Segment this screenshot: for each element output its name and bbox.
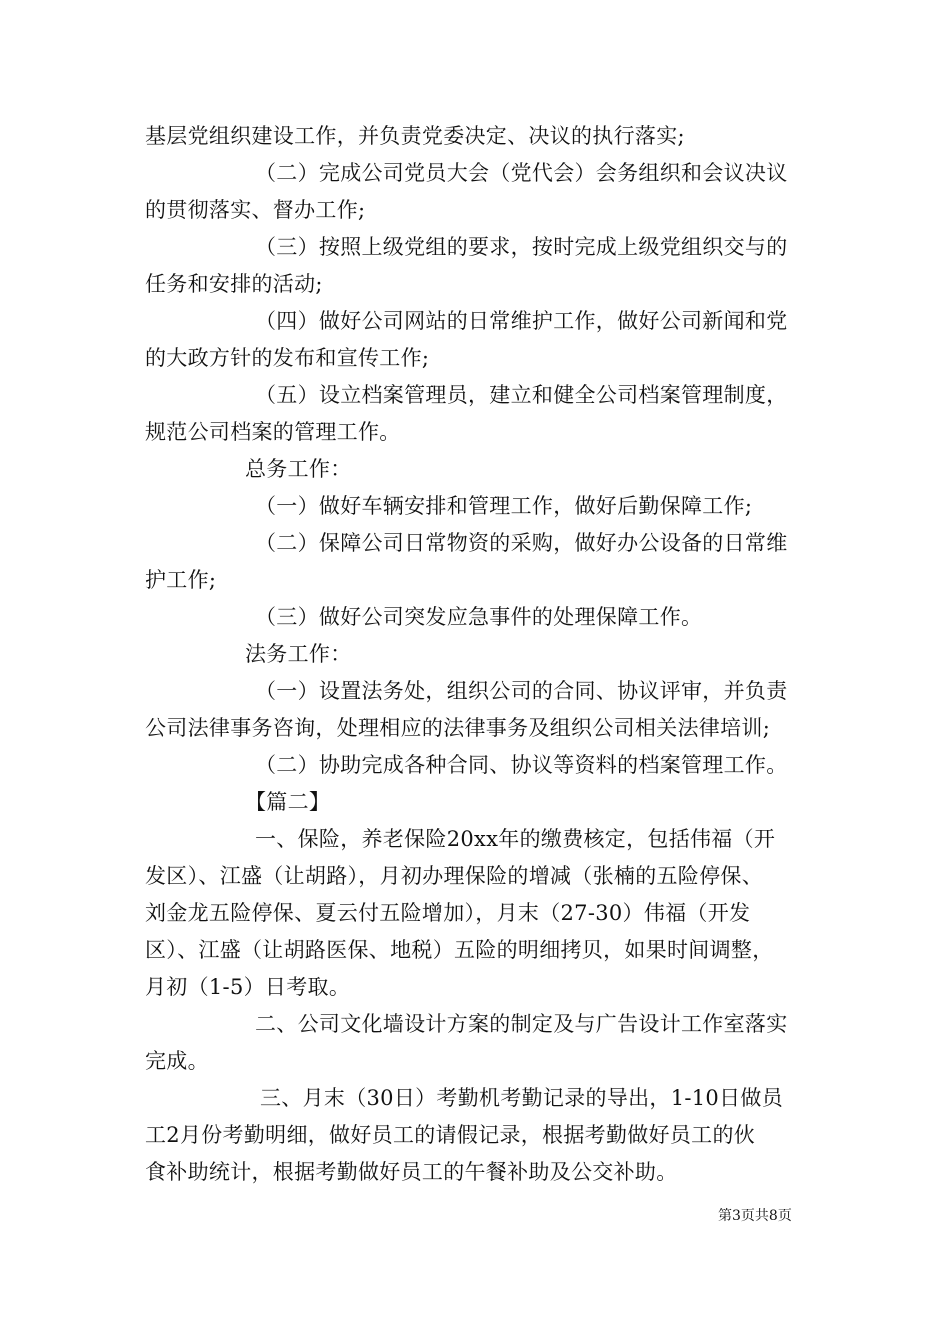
paragraph-line: 三、月末（30日）考勤机考勤记录的导出，1-10日做员 xyxy=(260,1086,783,1110)
paragraph-line: 工2月份考勤明细，做好员工的请假记录，根据考勤做好员工的伙 xyxy=(145,1123,756,1147)
paragraph-line: 食补助统计，根据考勤做好员工的午餐补助及公交补助。 xyxy=(145,1160,678,1184)
paragraph-line: 的大政方针的发布和宣传工作; xyxy=(145,346,430,370)
paragraph-line: 护工作; xyxy=(145,568,217,592)
paragraph-line: （二）完成公司党员大会（党代会）会务组织和会议决议 xyxy=(255,161,788,185)
paragraph-line: 的贯彻落实、督办工作; xyxy=(145,198,366,222)
paragraph-line: （一）做好车辆安排和管理工作，做好后勤保障工作; xyxy=(255,494,753,518)
paragraph-line: 发区）、江盛（让胡路），月初办理保险的增减（张楠的五险停保、 xyxy=(145,864,763,888)
section-heading: 总务工作： xyxy=(245,457,352,481)
chapter-heading: 【篇二】 xyxy=(245,790,331,814)
paragraph-line: 二、公司文化墙设计方案的制定及与广告设计工作室落实 xyxy=(255,1012,788,1036)
section-heading: 法务工作： xyxy=(245,642,352,666)
paragraph-line: （五）设立档案管理员，建立和健全公司档案管理制度， xyxy=(255,383,788,407)
paragraph-line: 任务和安排的活动; xyxy=(145,272,323,296)
page-number: 第3页共8页 xyxy=(718,1208,792,1224)
paragraph-line: （一）设置法务处，组织公司的合同、协议评审，并负责 xyxy=(255,679,788,703)
paragraph-line: （二）协助完成各种合同、协议等资料的档案管理工作。 xyxy=(255,753,788,777)
paragraph-line: 公司法律事务咨询，处理相应的法律事务及组织公司相关法律培训; xyxy=(145,716,771,740)
paragraph-line: 规范公司档案的管理工作。 xyxy=(145,420,401,444)
paragraph-line: 一、保险，养老保险20xx年的缴费核定，包括伟福（开 xyxy=(255,827,776,851)
paragraph-line: 区）、江盛（让胡路医保、地税）五险的明细拷贝，如果时间调整， xyxy=(145,938,774,962)
paragraph-line: （三）做好公司突发应急事件的处理保障工作。 xyxy=(255,605,703,629)
paragraph-line: （四）做好公司网站的日常维护工作，做好公司新闻和党 xyxy=(255,309,788,333)
paragraph-line: （二）保障公司日常物资的采购，做好办公设备的日常维 xyxy=(255,531,788,555)
paragraph-line: 月初（1-5）日考取。 xyxy=(145,975,351,999)
paragraph-line: 完成。 xyxy=(145,1049,209,1073)
paragraph-line: 刘金龙五险停保、夏云付五险增加），月末（27-30）伟福（开发 xyxy=(145,901,751,925)
paragraph-line: 基层党组织建设工作，并负责党委决定、决议的执行落实; xyxy=(145,124,685,148)
document-body xyxy=(145,118,810,1191)
paragraph-line: （三）按照上级党组的要求，按时完成上级党组织交与的 xyxy=(255,235,788,259)
